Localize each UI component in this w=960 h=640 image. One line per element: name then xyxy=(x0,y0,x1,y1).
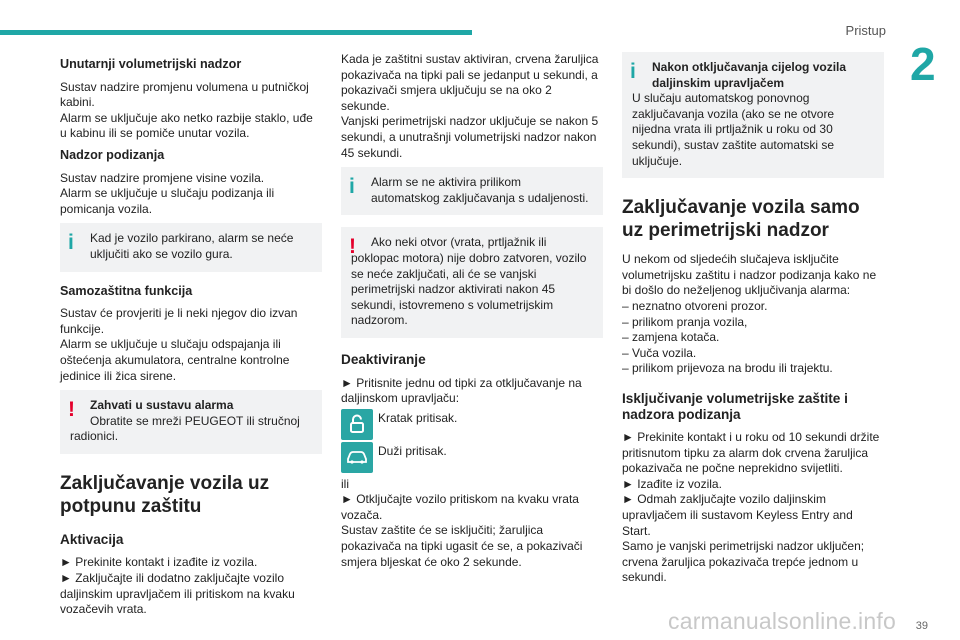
column-2 xyxy=(341,52,603,576)
info-box-parked xyxy=(60,223,322,271)
column-1 xyxy=(60,52,322,624)
paragraph-deactivation-intro: ► Pritisnite jednu od tipki za otključavanje na daljinskom upravljaču: xyxy=(341,375,582,406)
watermark: carmanualsonline.info xyxy=(668,608,896,634)
info-box-relock xyxy=(622,52,884,178)
warning-icon: ! xyxy=(349,235,356,259)
column-3 xyxy=(622,52,884,592)
unlock-long-label: Duži pritisak. xyxy=(378,443,447,458)
paragraph-perimeter: U nekom od sljedećih slučajeva isključite volumetrijsku zaštitu i nadzor podizanja kako ne bi došlo do neželjenog uključivanja alarma: – neznatno otvoreni prozor. – prilikom pranja vozila, – zamjena kotača. – Vuča vozila. – prilikom prijevoza na brodu ili trajektu. xyxy=(622,252,877,376)
warning-text: Ako neki otvor (vrata, prtljažnik ili poklopac motora) nije dobro zatvoren, vozilo se neće zaključati, ali će se vanjski perimetrijski nadzor aktivirati nakon 45 sekundi, istovremeno s volumetrijskim nadzorom. xyxy=(351,235,587,328)
warning-icon: ! xyxy=(68,398,75,422)
info-icon: i xyxy=(68,231,74,255)
chapter-number: 2 xyxy=(910,38,936,90)
car-unlock-icon xyxy=(341,442,373,473)
paragraph-self-protection: Sustav će provjeriti je li neki njegov dio izvan funkcije. Alarm se uključuje u slučaju odspajanja ili oštećenja akumulatora, centralne kontrolne jedinice ili žica sirene. xyxy=(60,306,298,383)
unlock-icon xyxy=(341,409,373,440)
heading-self-protection: Samozaštitna funkcija xyxy=(60,283,193,298)
warning-box-alarm xyxy=(60,390,322,454)
info-title: Nakon otključavanja cijelog vozila daljinskim upravljačem xyxy=(652,60,847,90)
info-icon: i xyxy=(349,175,355,199)
heading-perimeter-only: Zaključavanje vozila samo uz perimetrijski nadzor xyxy=(622,197,860,242)
info-icon: i xyxy=(630,60,636,83)
info-box-auto-lock xyxy=(341,167,603,215)
warning-text: Obratite se mreži PEUGEOT ili stručnoj radionici. xyxy=(70,413,300,444)
warning-box-open xyxy=(341,227,603,338)
unlock-short-label: Kratak pritisak. xyxy=(378,410,458,425)
paragraph-disable: ► Prekinite kontakt i u roku od 10 sekundi držite pritisnutom tipku za alarm dok crvena žaruljica pokazivača ne počne neprekidno svijetliti. ► Izađite iz vozila. ► Odmah zaključajte vozilo daljinskim upravljačem ili sustavom Keyless Entry and Start. Samo je vanjski perimetrijski nadzor uključen; crvena žaruljica pokazivača trepće jednom u sekundi. xyxy=(622,430,880,585)
info-text: U slučaju automatskog ponovnog zaključavanja vozila (ako se ne otvore nijedna vrata ili prtljažnik u roku od 30 sekundi), sustav zaštite automatski se uključuje. xyxy=(632,91,835,168)
unlock-long-row xyxy=(341,442,603,473)
paragraph-volumetric: Sustav nadzire promjenu volumena u putničkoj kabini. Alarm se uključuje ako netko razbije staklo, uđe u kabinu ili se pomiče unutar vozila. xyxy=(60,79,313,141)
info-text: Kad je vozilo parkirano, alarm se neće uključiti ako se vozilo gura. xyxy=(90,231,294,261)
info-text: Alarm se ne aktivira prilikom automatskog zaključavanja s udaljenosti. xyxy=(371,175,589,205)
header-accent-bar xyxy=(0,30,472,35)
paragraph-deactivation-rest: ili ► Otključajte vozilo pritiskom na kvaku vrata vozača. Sustav zaštite će se isključiti; žaruljica pokazivača na tipki ugasit će se, a pokazivači smjera bljeskat će oko 2 sekunde. xyxy=(341,476,583,569)
paragraph-active: Kada je zaštitni sustav aktiviran, crvena žaruljica pokazivača na tipki pali se jedanput u sekundi, a pokazivači smjera uključuju se na oko 2 sekunde. Vanjski perimetrijski nadzor uključuje se nakon 5 sekundi, a unutrašnji volumetrijski nadzor nakon 45 sekundi. xyxy=(341,52,599,160)
page-number: 39 xyxy=(915,620,928,632)
paragraph-activation: ► Prekinite kontakt i izađite iz vozila. ► Zaključajte ili dodatno zaključajte vozilo daljinskim upravljačem ili pritiskom na kvaku vozačevih vrata. xyxy=(60,555,295,617)
paragraph-lift: Sustav nadzire promjene visine vozila. Alarm se uključuje u slučaju podizanja ili pomicanja vozila. xyxy=(60,170,275,216)
warning-title: Zahvati u sustavu alarma xyxy=(90,398,234,413)
heading-activation: Aktivacija xyxy=(60,531,124,547)
heading-disable-volumetric: Isključivanje volumetrijske zaštite i nadzora podizanja xyxy=(622,390,848,422)
heading-lift: Nadzor podizanja xyxy=(60,147,165,162)
heading-deactivation: Deaktiviranje xyxy=(341,351,426,367)
heading-volumetric: Unutarnji volumetrijski nadzor xyxy=(60,57,242,71)
section-name: Pristup xyxy=(845,23,886,38)
heading-full-protection: Zaključavanje vozila uz potpunu zaštitu xyxy=(60,472,270,517)
unlock-short-row xyxy=(341,409,603,440)
